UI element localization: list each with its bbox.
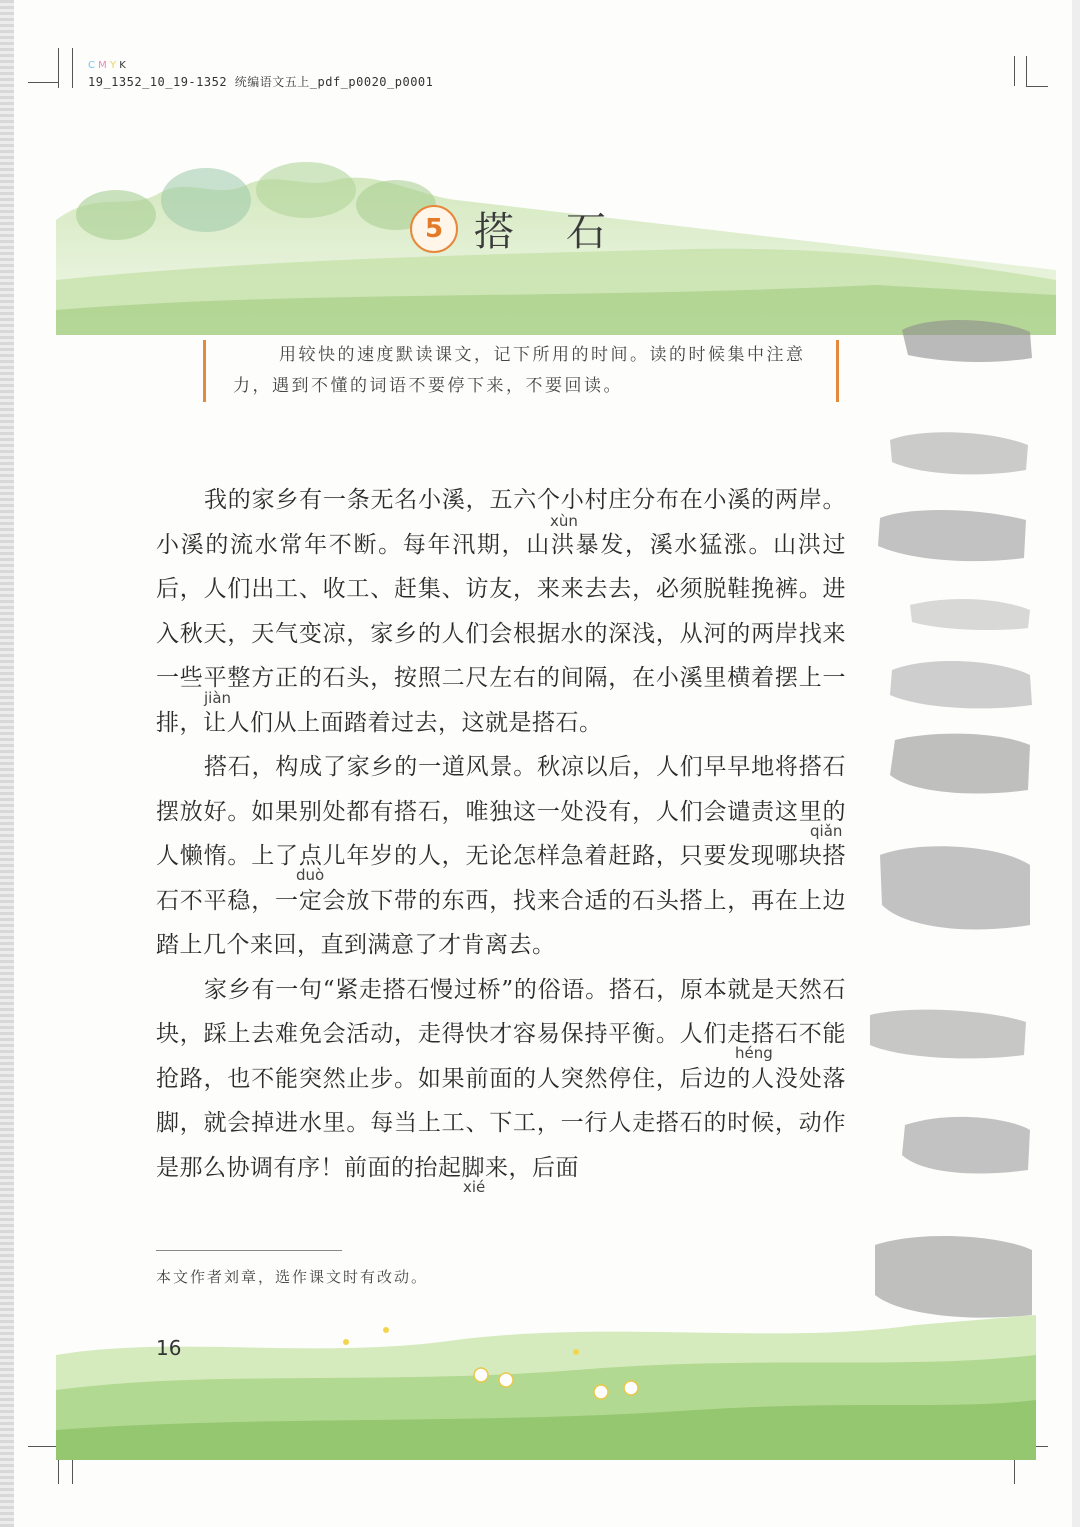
lesson-title-text: 搭石	[474, 209, 658, 255]
crop-mark	[72, 48, 73, 88]
crop-mark	[1026, 56, 1027, 86]
grass-illustration	[56, 1300, 1036, 1460]
crop-mark	[1014, 1456, 1015, 1484]
prompt-bar-right	[836, 340, 839, 402]
crop-mark	[1026, 86, 1048, 87]
lesson-body	[156, 478, 846, 1190]
body-paragraph-3: 家乡有一句“紧走搭石慢过桥”的俗语。搭石，原本就是天然石块，踩上去难免会活动，走得快才容易保持平衡。人们走搭石不能抢路，也不能突然止步。如果前面的人突然停住，后边的人没处落脚，就会掉进水里。每当上工、下工，一行人走搭石的时候，动作是那么协调有序！前面的抬起脚来，后面	[156, 976, 846, 1181]
print-slug: 19_1352_10_19-1352 统编语文五上_pdf_p0020_p0001	[88, 75, 434, 89]
pinyin-xie: xié	[463, 1178, 486, 1196]
prompt-bar-left	[203, 340, 206, 402]
stepping-stones-illustration	[850, 310, 1040, 1330]
crop-mark	[28, 1446, 58, 1447]
pinyin-duo: duò	[296, 866, 325, 884]
body-paragraph-1: 我的家乡有一条无名小溪，五六个小村庄分布在小溪的两岸。小溪的流水常年不断。每年汛期，山洪暴发，溪水猛涨。山洪过后，人们出工、收工、赶集、访友，来来去去，必须脱鞋挽裤。进入秋天，天气变凉，家乡的人们会根据水的深浅，从河的两岸找来一些平整方正的石头，按照二尺左右的间隔，在小溪里横着摆上一排，让人们从上面踏着过去，这就是搭石。	[156, 487, 846, 736]
crop-mark	[58, 1456, 59, 1484]
cmyk-marks	[88, 61, 126, 71]
reading-prompt: 用较快的速度默读课文，记下所用的时间。读的时候集中注意力，遇到不懂的词语不要停下来，不要回读。	[233, 345, 806, 396]
pinyin-jian: jiàn	[204, 689, 232, 707]
scan-edge-right	[1072, 0, 1080, 1527]
crop-mark	[1014, 56, 1015, 86]
reading-prompt-box	[203, 340, 839, 402]
cmyk-m: M	[98, 60, 107, 71]
crop-mark	[72, 1456, 73, 1484]
pinyin-heng: héng	[735, 1044, 773, 1062]
cmyk-y: Y	[110, 60, 117, 71]
footnote: 本文作者刘章，选作课文时有改动。	[156, 1268, 429, 1286]
pinyin-xun: xùn	[550, 512, 578, 530]
crop-mark	[28, 82, 58, 83]
lesson-number-badge: 5	[410, 205, 458, 253]
body-paragraph-2: 搭石，构成了家乡的一道风景。秋凉以后，人们早早地将搭石摆放好。如果别处都有搭石，唯独这一处没有，人们会谴责这里的人懒惰。上了点儿年岁的人，无论怎样急着赶路，只要发现哪块搭石不平稳，一定会放下带的东西，找来合适的石头搭上，再在上边踏上几个来回，直到满意了才肯离去。	[156, 754, 846, 958]
lesson-title	[410, 200, 658, 257]
cmyk-c: C	[88, 60, 95, 71]
scan-edge-left	[0, 0, 14, 1527]
page-number: 16	[156, 1336, 182, 1360]
cmyk-k: K	[119, 60, 126, 71]
crop-mark	[58, 48, 59, 88]
footnote-divider	[156, 1250, 342, 1251]
pinyin-qian: qiǎn	[810, 822, 843, 840]
